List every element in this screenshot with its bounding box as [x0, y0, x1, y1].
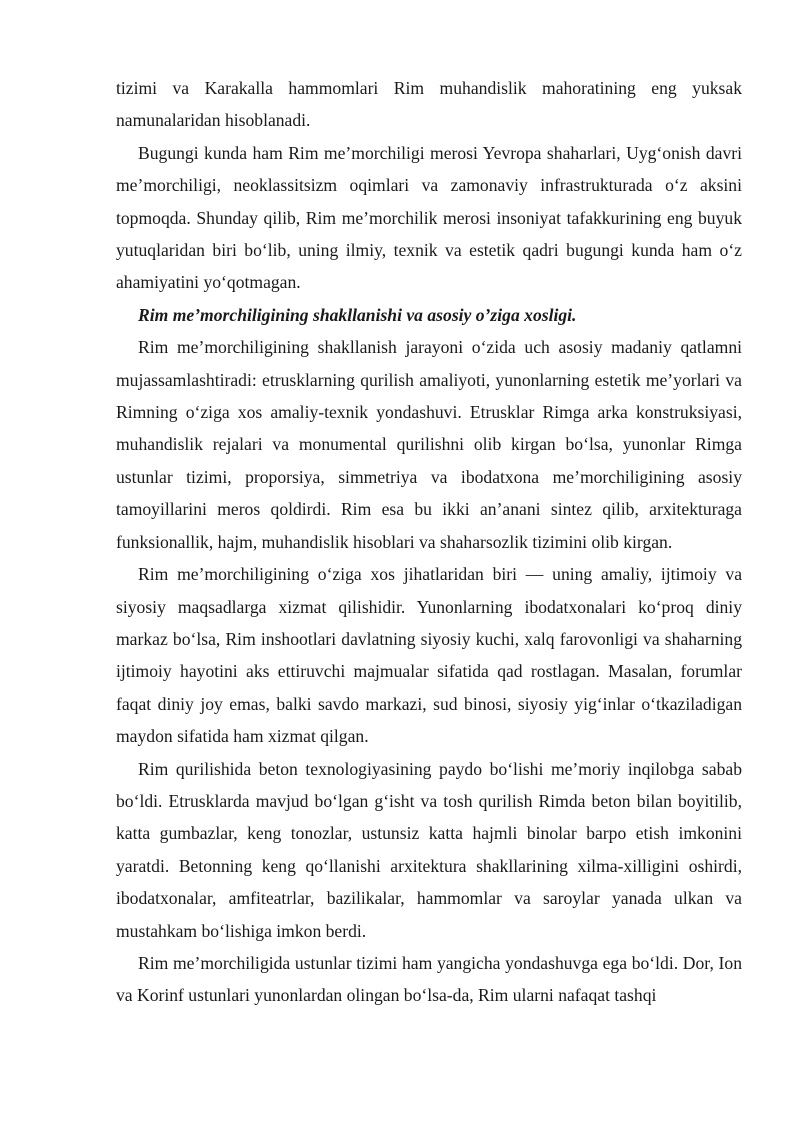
paragraph-continuation: tizimi va Karakalla hammomlari Rim muhandislik mahoratining eng yuksak namunalaridan hisoblanadi.: [116, 78, 742, 131]
paragraph-legacy: Bugungi kunda ham Rim me’morchiligi merosi Yevropa shaharlari, Uyg‘onish davri me’morchiligi, neoklassitsizm oqimlari va zamonaviy infrastrukturada o‘z aksini topmoqda. Shunday qilib, Rim me’morchilik merosi insoniyat tafakkurining eng buyuk yutuqlaridan biri bo‘lib, uning ilmiy, texnik va estetik qadri bugungi kunda ham o‘z ahamiyatini yo‘qotmagan.: [116, 142, 742, 293]
section-heading: Rim me’morchiligining shakllanishi va asosiy o’ziga xosligi.: [138, 304, 577, 325]
document-page: [116, 72, 742, 1012]
paragraph-concrete: Rim qurilishida beton texnologiyasining paydo bo‘lishi me’moriy inqilobga sabab bo‘ldi. Etrusklarda mavjud bo‘lgan g‘isht va tosh qurilish Rimda beton bilan boyitilib, katta gumbazlar, keng tonozlar, ustunsiz katta hajmli binolar barpo etish imkonini yaratdi. Betonning keng qo‘llanishi arxitektura shakllarining xilma-xilligini oshirdi, ibodatxonalar, amfiteatrlar, bazilikalar, hammomlar va saroylar yanada ulkan va mustahkam bo‘lishiga imkon berdi.: [116, 758, 742, 941]
paragraph-features: Rim me’morchiligining o‘ziga xos jihatlaridan biri — uning amaliy, ijtimoiy va siyosiy maqsadlarga xizmat qilishidir. Yunonlarning ibodatxonalari ko‘proq diniy markaz bo‘lsa, Rim inshootlari davlatning siyosiy kuchi, xalq farovonligi va shaharning ijtimoiy hayotini aks ettiruvchi majmualar sifatida qad rostlagan. Masalan, forumlar faqat diniy joy emas, balki savdo markazi, sud binosi, siyosiy yig‘inlar o‘tkaziladigan maydon sifatida ham xizmat qilgan.: [116, 564, 742, 747]
paragraph-columns: Rim me’morchiligida ustunlar tizimi ham yangicha yondashuvga ega bo‘ldi. Dor, Ion va Korinf ustunlari yunonlardan olingan bo‘lsa-da, Rim ularni nafaqat tashqi: [116, 952, 742, 1006]
paragraph-formation: Rim me’morchiligining shakllanish jarayoni o‘zida uch asosiy madaniy qatlamni mujassamlashtiradi: etrusklarning qurilish amaliyoti, yunonlarning estetik me’yorlari va Rimning o‘ziga xos amaliy-texnik yondashuvi. Etrusklar Rimga arka konstruksiyasi, muhandislik rejalari va monumental qurilishni olib kirgan bo‘lsa, yunonlar Rimga ustunlar tizimi, proporsiya, simmetriya va ibodatxona me’morchiligining asosiy tamoyillarini meros qoldirdi. Rim esa bu ikki an’anani sintez qilib, arxitekturaga funksionallik, hajm, muhandislik hisoblari va shaharsozlik tizimini olib kirgan.: [116, 337, 742, 552]
